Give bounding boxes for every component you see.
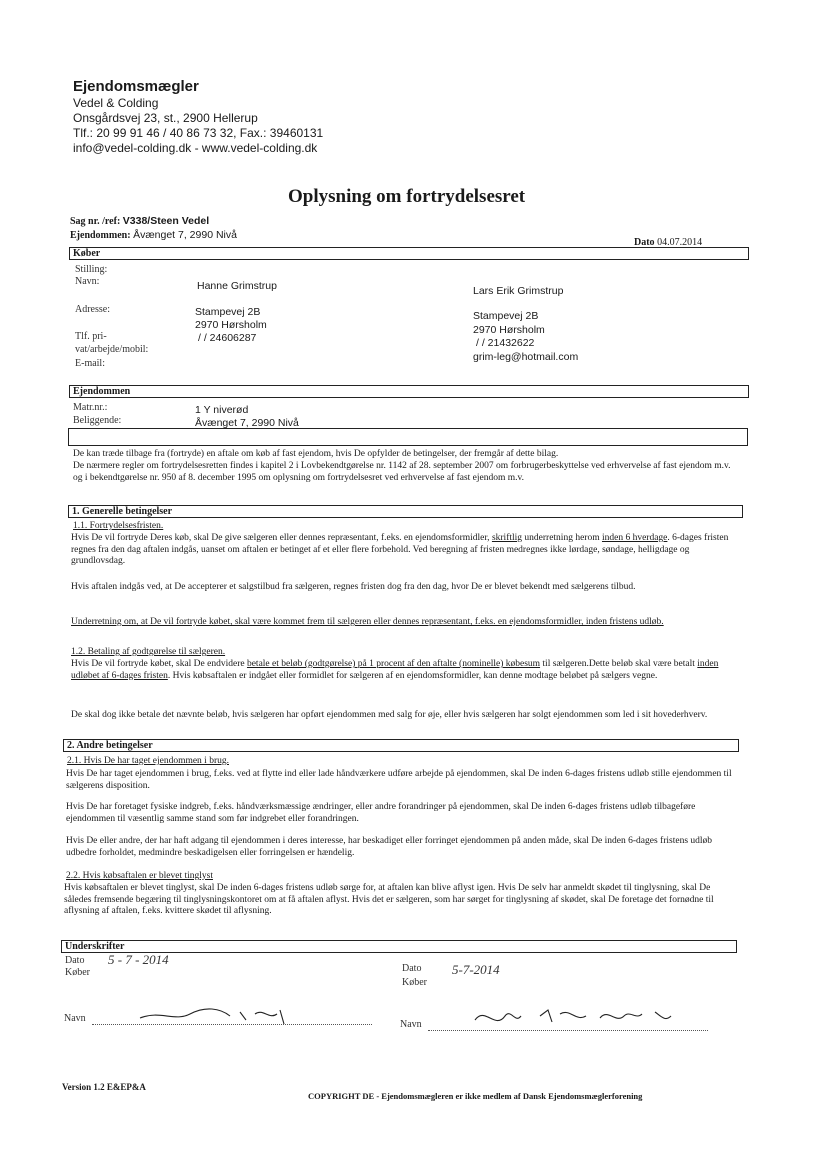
left-signature [130,1000,300,1030]
s12-p1-a: Hvis De vil fortryde købet, skal De endvidere [71,659,247,669]
s21-title: 2.1. Hvis De har taget ejendommen i brug. [67,756,229,766]
blank-box [68,428,748,446]
page-title: Oplysning om fortrydelsesret [288,186,526,207]
label-tlf-1: Tlf. pri- [75,331,107,342]
buyer-section-box [69,247,749,260]
buyer-section-heading: Køber [73,248,101,259]
s12-paragraph-2: De skal dog ikke betale det nævnte beløb, hvis sælgeren har opført ejendommen med salg for øje, eller hvis sælgeren har solgt ejendommen som led i sit hovederhverv. [71,710,708,720]
s11-p1-c: . 6-dages fristen regnes fra den dag aftalen indgås, uanset om aftalen er betinget af et eller flere forbehold. Ved beregning af fristen medregnes ikke lørdage, søndage, helligdage og grundlovsdag. [71,533,729,566]
s11-paragraph-3: Underretning om, at De vil fortryde købet, skal være kommet frem til sælgeren eller dennes repræsentant, f.eks. en ejendomsformidler, inden fristens udløb. [71,617,664,627]
buyer1-city: 2970 Hørsholm [195,319,267,331]
right-buyer-label: Køber [402,977,427,988]
s12-p1-b: til sælgeren.Dette beløb skal være betalt [540,659,698,669]
buyer2-city: 2970 Hørsholm [473,324,545,336]
buyer1-name: Hanne Grimstrup [197,280,277,292]
agency-company: Vedel & Colding [73,96,159,110]
buyer1-phone: / / 24606287 [198,332,257,344]
s11-p1-b: underretning herom [522,533,602,543]
agency-name: Ejendomsmægler [73,78,199,95]
agency-phone: Tlf.: 20 99 91 46 / 40 86 73 32, Fax.: 39460131 [73,126,324,140]
left-name-label: Navn [64,1013,86,1024]
buyer2-street: Stampevej 2B [473,310,539,322]
s11-p1-u2: inden 6 hverdage [601,533,668,543]
property-matr-value: 1 Y niverød [195,404,249,416]
label-email: E-mail: [75,358,105,369]
left-handwritten-date: 5 - 7 - 2014 [108,952,169,967]
s21-paragraph-3: Hvis De eller andre, der har haft adgang til ejendommen i deres interesse, har beskadiget eller forringet ejendommen på anden måde, skal De inden 6-dages fristens udløb udbedre forholdet, medmindre beskadigelsen eller forringelsen er hændelig. [66,836,713,858]
label-matr: Matr.nr.: [73,402,108,413]
intro-paragraph-2: De nærmere regler om fortrydelsesretten findes i kapitel 2 i Lovbekendtgørelse nr. 1142 af 28. september 2007 om forbrugerbeskyttelse ved erhvervelse af fast ejendom m.v. og i bekendtgørelse nr. 950 af 8. december 1995 om oplysning om fortrydelsesret ved erhvervelse af fast ejendom m.v. [73,461,731,483]
s12-p1-u1: betale et beløb (godtgørelse) på 1 procent af den aftalte (nominelle) købesum [246,659,541,669]
label-tlf-2: vat/arbejde/mobil: [75,344,149,355]
right-date-label: Dato [402,963,422,974]
s22-paragraph-1: Hvis købsaftalen er blevet tinglyst, skal De inden 6-dages fristens udløb sørge for, at aftalen kan blive aflyst igen. Hvis De selv har anmeldt skødet til tinglysning, skal De således fremsende begæring til tinglysningskontoret om at få aftalen aflyst. Hvis det er sælgeren, som har sørget for tinglysning af skødet, skal De foretage det fornødne til aflysning af aftalen, f.eks. kvittere skødet til aflysning. [64,883,714,916]
case-ref [70,215,209,227]
s11-p1-u1: skriftlig [491,533,523,543]
case-property-label: Ejendommen: [70,230,131,241]
agency-address: Onsgårdsvej 23, st., 2900 Hellerup [73,111,258,125]
s11-p1-a: Hvis De vil fortryde Deres køb, skal De give sælgeren eller dennes repræsentant, f.eks. en ejendomsformidler, [71,533,492,543]
s12-title: 1.2. Betaling af godtgørelse til sælgeren. [71,647,226,657]
case-property-value: Åvænget 7, 2990 Nivå [133,229,237,241]
section1-heading: 1. Generelle betingelser [72,506,173,517]
footer-copyright: COPYRIGHT DE - Ejendomsmægleren er ikke medlem af Dansk Ejendomsmæglerforening [308,1091,643,1101]
label-adresse: Adresse: [75,304,110,315]
buyer1-street: Stampevej 2B [195,306,261,318]
buyer2-name: Lars Erik Grimstrup [473,285,564,297]
case-date-value: 04.07.2014 [657,237,703,248]
intro-paragraph-1: De kan træde tilbage fra (fortryde) en aftale om køb af fast ejendom, hvis De opfylder de betingelser, der fremgår af dette bilag. [73,449,559,459]
s12-p1-c: . Hvis købsaftalen er indgået eller formidlet for sælgeren af en ejendomsformidler, kan denne modtage beløbet på sælgers vegne. [167,670,658,681]
property-section-heading: Ejendommen [73,386,131,397]
signatures-heading: Underskrifter [65,941,125,952]
case-ref-label: Sag nr. /ref: [70,216,121,227]
case-date-label: Dato [634,237,655,248]
case-ref-value: V338/Steen Vedel [122,215,210,227]
label-beliggende: Beliggende: [73,415,122,426]
s11-title: 1.1. Fortrydelsesfristen. [73,521,164,531]
section2-box [63,739,739,752]
left-date-label: Dato [65,955,85,966]
buyer2-email: grim-leg@hotmail.com [473,351,579,363]
s22-title: 2.2. Hvis købsaftalen er blevet tinglyst [66,871,213,881]
label-stilling: Stilling: [75,264,108,275]
label-navn: Navn: [75,276,100,287]
s11-paragraph-1 [71,533,743,568]
right-handwritten-date: 5-7-2014 [452,962,500,977]
property-section-box [69,385,749,398]
buyer2-phone: / / 21432622 [476,337,535,349]
footer-version: Version 1.2 E&EP&A [62,1082,146,1092]
s12-paragraph-1 [71,659,743,682]
s21-paragraph-2: Hvis De har foretaget fysiske indgreb, f.eks. håndværksmæssige ændringer, eller andre forandringer på ejendommen, skal De inden 6-dages fristens udløb tilbageføre ejendommen til væsentlig samme stand som før indgrebet eller forandringen. [66,802,696,824]
right-signature [470,1000,700,1032]
s11-paragraph-2: Hvis aftalen indgås ved, at De accepterer et salgstilbud fra sælgeren, regnes fristen dog fra den dag, hvor De er blevet bekendt med sælgerens tilbud. [71,582,636,592]
section2-heading: 2. Andre betingelser [67,740,153,751]
right-name-label: Navn [400,1019,422,1030]
property-location-value: Åvænget 7, 2990 Nivå [195,417,299,429]
s21-paragraph-1: Hvis De har taget ejendommen i brug, f.eks. ved at flytte ind eller lade håndværkere udføre arbejde på ejendommen, skal De inden 6-dages fristens udløb stille ejendommen til sælgerens disposition. [66,769,732,791]
s12-p1-u2: inden udløbet af 6-dages fristen [71,659,719,681]
case-property [70,229,237,241]
left-buyer-label: Køber [65,967,90,978]
agency-contact: info@vedel-colding.dk - www.vedel-colding.dk [73,141,318,155]
